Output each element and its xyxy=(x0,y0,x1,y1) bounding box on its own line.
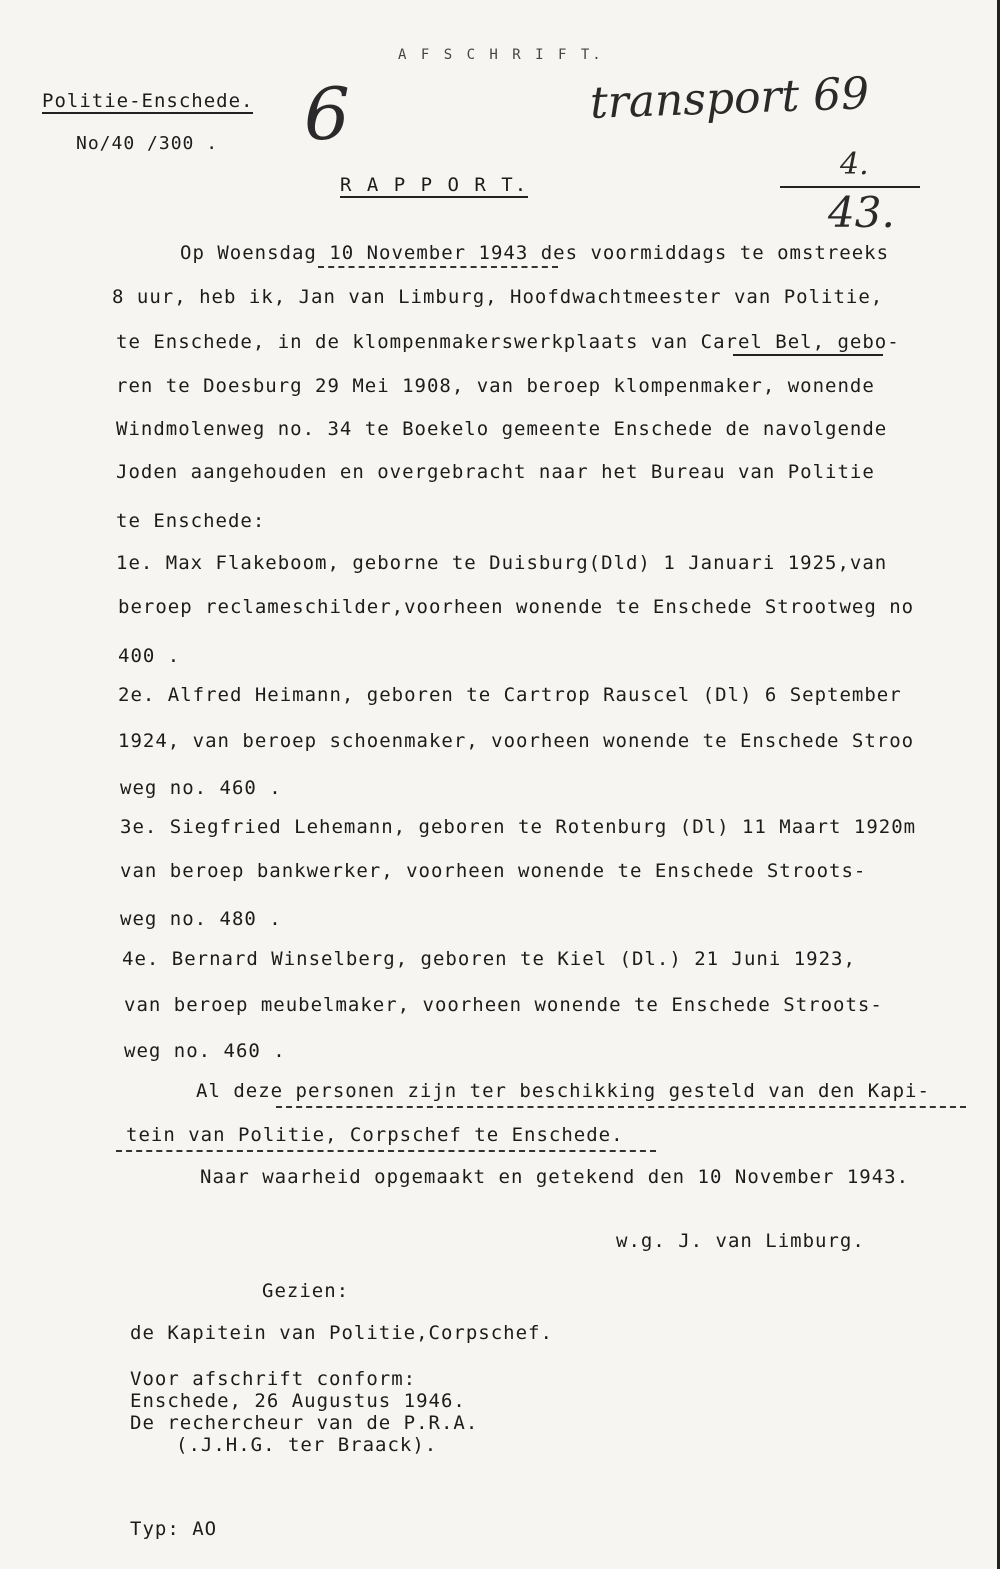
person-2-line-1: 2e. Alfred Heimann, geboren te Cartrop Rauscel (Dl) 6 September xyxy=(118,684,902,706)
copy-stamp-heading: A F S C H R I F T. xyxy=(398,47,604,63)
disposition-line-2: tein van Politie, Corpschef te Enschede. xyxy=(126,1124,624,1146)
disposition-underline-2 xyxy=(116,1150,656,1152)
disposition-line-1: Al deze personen zijn ter beschikking gesteld van den Kapi- xyxy=(196,1080,930,1102)
person-3-line-1: 3e. Siegfried Lehemann, geboren te Rotenburg (Dl) 11 Maart 1920m xyxy=(120,816,917,838)
disposition-underline-1 xyxy=(276,1106,966,1108)
seen-by: de Kapitein van Politie,Corpschef. xyxy=(130,1322,553,1344)
seen-label: Gezien: xyxy=(262,1280,350,1302)
body-line-1: Op Woensdag 10 November 1943 des voormiddags te omstreeks xyxy=(180,242,890,264)
body-line-4: ren te Doesburg 29 Mei 1908, van beroep klompenmaker, wonende xyxy=(116,375,875,397)
body-line-6: Joden aangehouden en overgebracht naar het Bureau van Politie xyxy=(116,461,875,483)
person-3-line-2: van beroep bankwerker, voorheen wonende te Enschede Stroots- xyxy=(120,860,867,882)
body-line-3: te Enschede, in de klompenmakerswerkplaats van Carel Bel, gebo- xyxy=(116,331,900,353)
person-4-line-3: weg no. 460 . xyxy=(124,1040,286,1062)
handwritten-fraction-bottom: 43. xyxy=(828,188,895,237)
person-1-line-2: beroep reclameschilder,voorheen wonende te Enschede Strootweg no xyxy=(118,596,915,618)
person-1-line-3: 400 . xyxy=(118,645,181,667)
copy-certification-4: (.J.H.G. ter Braack). xyxy=(176,1434,438,1456)
report-title: R A P P O R T. xyxy=(340,174,529,196)
body-line-7: te Enschede: xyxy=(116,510,266,532)
copy-certification-1: Voor afschrift conform: xyxy=(130,1368,417,1390)
typist-mark: Typ: AO xyxy=(130,1518,218,1540)
person-2-line-2: 1924, van beroep schoenmaker, voorheen wonende te Enschede Stroo xyxy=(118,730,915,752)
name-underline xyxy=(733,354,883,356)
body-line-5: Windmolenweg no. 34 te Boekelo gemeente Enschede de navolgende xyxy=(116,418,888,440)
handwritten-fraction-top: 4. xyxy=(840,147,869,182)
person-3-line-3: weg no. 480 . xyxy=(120,908,282,930)
handwritten-note: transport 69 xyxy=(589,68,871,129)
body-line-2: 8 uur, heb ik, Jan van Limburg, Hoofdwachtmeester van Politie, xyxy=(112,286,884,308)
person-4-line-2: van beroep meubelmaker, voorheen wonende te Enschede Stroots- xyxy=(124,994,883,1016)
file-number: No/40 /300 . xyxy=(76,133,219,154)
person-2-line-3: weg no. 460 . xyxy=(120,777,282,799)
copy-certification-3: De rechercheur van de P.R.A. xyxy=(130,1412,479,1434)
department-label: Politie-Enschede. xyxy=(42,90,254,112)
closing-line: Naar waarheid opgemaakt en getekend den 10 November 1943. xyxy=(200,1166,910,1188)
person-4-line-1: 4e. Bernard Winselberg, geboren te Kiel (Dl.) 21 Juni 1923, xyxy=(122,948,856,970)
copy-certification-2: Enschede, 26 Augustus 1946. xyxy=(130,1390,466,1412)
handwritten-mark: 6 xyxy=(304,72,350,156)
signature: w.g. J. van Limburg. xyxy=(616,1230,865,1252)
person-1-line-1: 1e. Max Flakeboom, geborne te Duisburg(Dld) 1 Januari 1925,van xyxy=(116,552,888,574)
date-underline xyxy=(318,266,558,268)
